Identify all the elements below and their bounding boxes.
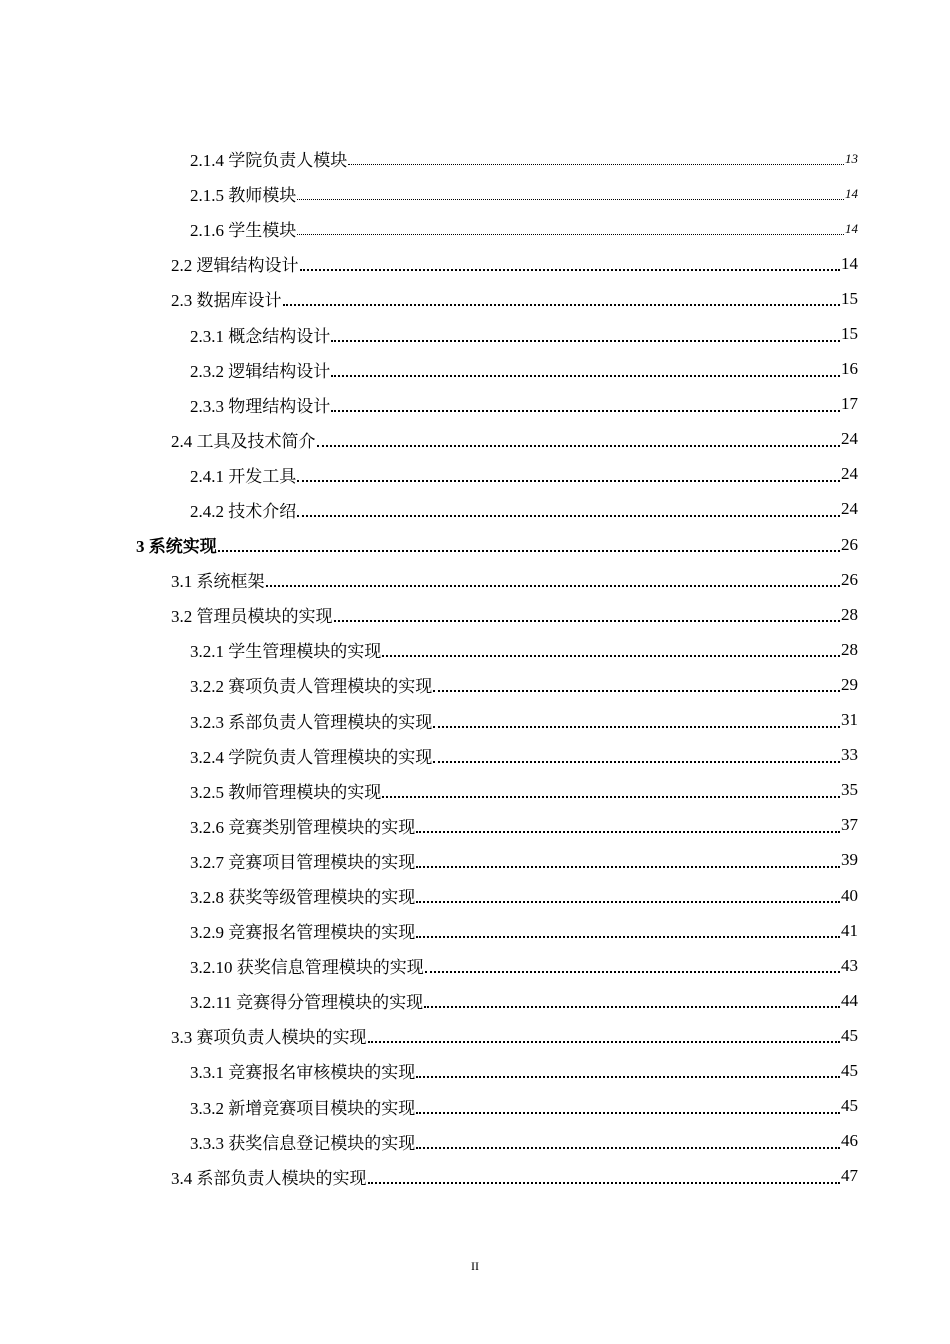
toc-entry-title: 3.2.4 学院负责人管理模块的实现 [190, 747, 433, 767]
toc-dot-leader [368, 1040, 841, 1043]
toc-entry-title: 2.4.2 技术介绍 [190, 501, 297, 521]
toc-dot-leader [433, 760, 840, 763]
toc-dot-leader [368, 1181, 841, 1184]
toc-entry-title: 2.4 工具及技术简介 [171, 431, 316, 451]
toc-entry-page-number: 45 [841, 1025, 858, 1045]
toc-entry[interactable] [0, 141, 950, 176]
toc-dot-leader [416, 1146, 840, 1149]
toc-dot-leader [416, 1111, 840, 1114]
toc-entry[interactable] [0, 878, 950, 913]
toc-entry-page-number: 44 [841, 990, 858, 1010]
toc-entry[interactable] [0, 1053, 950, 1088]
toc-entry-title: 3.3.2 新增竞赛项目模块的实现 [190, 1098, 416, 1118]
toc-dot-leader [416, 1075, 840, 1078]
toc-entry[interactable] [0, 316, 950, 351]
toc-entry[interactable] [0, 843, 950, 878]
toc-entry[interactable] [0, 457, 950, 492]
toc-entry[interactable] [0, 913, 950, 948]
toc-entry[interactable] [0, 387, 950, 422]
toc-entry-page-number: 45 [841, 1060, 858, 1080]
toc-entry-page-number: 14 [841, 253, 858, 273]
toc-dot-leader [425, 970, 840, 973]
table-of-contents [0, 141, 950, 1194]
toc-dot-leader [424, 1005, 840, 1008]
toc-entry-title: 3.2.10 获奖信息管理模块的实现 [190, 958, 424, 978]
toc-entry[interactable] [0, 492, 950, 527]
toc-entry-page-number: 35 [841, 780, 858, 800]
toc-entry-title: 2.4.1 开发工具 [190, 466, 297, 486]
toc-dot-leader [416, 935, 840, 938]
toc-entry-title: 2.1.4 学院负责人模块 [190, 151, 348, 171]
toc-entry-page-number: 47 [841, 1166, 858, 1186]
toc-entry[interactable] [0, 632, 950, 667]
toc-entry-title: 3.2.7 竞赛项目管理模块的实现 [190, 852, 416, 872]
toc-dot-leader [218, 549, 840, 552]
toc-entry-page-number: 15 [841, 324, 858, 344]
toc-entry-title: 3.2.2 赛项负责人管理模块的实现 [190, 677, 433, 697]
toc-entry-title: 2.3.1 概念结构设计 [190, 326, 331, 346]
toc-entry-title: 3.2.9 竞赛报名管理模块的实现 [190, 923, 416, 943]
toc-entry-page-number: 28 [841, 604, 858, 624]
toc-entry-page-number: 33 [841, 745, 858, 765]
page-number: II [471, 1259, 479, 1273]
toc-entry-page-number: 17 [841, 394, 858, 414]
toc-entry-title: 2.1.5 教师模块 [190, 186, 297, 206]
toc-entry-title: 3.2.11 竞赛得分管理模块的实现 [190, 993, 424, 1013]
toc-entry[interactable] [0, 808, 950, 843]
toc-entry-title: 3.3.1 竞赛报名审核模块的实现 [190, 1063, 416, 1083]
toc-entry-title: 2.1.6 学生模块 [190, 221, 297, 241]
toc-entry-page-number: 37 [841, 815, 858, 835]
toc-entry[interactable] [0, 667, 950, 702]
toc-entry-page-number: 28 [841, 639, 858, 659]
toc-entry[interactable] [0, 597, 950, 632]
toc-entry-page-number: 40 [841, 885, 858, 905]
toc-dot-leader [334, 619, 841, 622]
toc-entry-page-number: 14 [845, 220, 858, 236]
toc-entry[interactable] [0, 1018, 950, 1053]
toc-entry-page-number: 24 [841, 429, 858, 449]
toc-entry[interactable] [0, 738, 950, 773]
toc-entry-title: 3.2.1 学生管理模块的实现 [190, 642, 382, 662]
toc-dot-leader [382, 795, 840, 798]
toc-entry-page-number: 16 [841, 359, 858, 379]
toc-entry-title: 3.2.8 获奖等级管理模块的实现 [190, 888, 416, 908]
toc-dot-leader [433, 725, 840, 728]
toc-dot-leader [331, 409, 840, 412]
toc-entry-page-number: 39 [841, 850, 858, 870]
toc-entry-page-number: 13 [845, 150, 858, 166]
toc-entry[interactable] [0, 1159, 950, 1194]
toc-entry[interactable] [0, 281, 950, 316]
toc-entry-title: 2.2 逻辑结构设计 [171, 256, 299, 276]
toc-entry[interactable] [0, 527, 950, 562]
toc-entry-page-number: 41 [841, 920, 858, 940]
toc-dot-leader [283, 303, 841, 306]
toc-entry[interactable] [0, 703, 950, 738]
toc-dot-leader [416, 865, 840, 868]
toc-entry-title: 3.2.6 竞赛类别管理模块的实现 [190, 817, 416, 837]
toc-entry-page-number: 24 [841, 499, 858, 519]
toc-entry[interactable] [0, 983, 950, 1018]
toc-entry-page-number: 26 [841, 569, 858, 589]
toc-entry-page-number: 14 [845, 185, 858, 201]
toc-dot-leader [416, 830, 840, 833]
toc-entry-title: 3.2.5 教师管理模块的实现 [190, 782, 382, 802]
toc-dot-leader [433, 689, 840, 692]
toc-dot-leader [331, 339, 840, 342]
toc-entry[interactable] [0, 773, 950, 808]
toc-entry-page-number: 31 [841, 710, 858, 730]
toc-entry[interactable] [0, 211, 950, 246]
toc-entry-page-number: 43 [841, 955, 858, 975]
toc-entry-title: 3.2 管理员模块的实现 [171, 607, 333, 627]
toc-dot-leader [348, 163, 844, 165]
toc-entry-title: 2.3 数据库设计 [171, 291, 282, 311]
toc-dot-leader [266, 584, 841, 587]
toc-entry-page-number: 45 [841, 1096, 858, 1116]
toc-entry-page-number: 29 [841, 674, 858, 694]
toc-dot-leader [416, 900, 840, 903]
toc-dot-leader [300, 268, 841, 271]
toc-entry-page-number: 24 [841, 464, 858, 484]
toc-entry-title: 3 系统实现 [136, 537, 217, 557]
toc-dot-leader [297, 233, 844, 235]
toc-entry[interactable] [0, 948, 950, 983]
toc-dot-leader [297, 198, 844, 200]
toc-entry-page-number: 15 [841, 288, 858, 308]
toc-entry[interactable] [0, 1089, 950, 1124]
toc-dot-leader [317, 444, 841, 447]
toc-entry-title: 2.3.3 物理结构设计 [190, 396, 331, 416]
toc-entry-title: 2.3.2 逻辑结构设计 [190, 361, 331, 381]
toc-entry-title: 3.3 赛项负责人模块的实现 [171, 1028, 367, 1048]
toc-entry[interactable] [0, 176, 950, 211]
toc-entry[interactable] [0, 352, 950, 387]
toc-entry-title: 3.4 系部负责人模块的实现 [171, 1168, 367, 1188]
toc-entry[interactable] [0, 562, 950, 597]
toc-dot-leader [382, 654, 840, 657]
toc-dot-leader [297, 514, 840, 517]
toc-dot-leader [331, 374, 840, 377]
toc-dot-leader [297, 479, 840, 482]
toc-entry-title: 3.1 系统框架 [171, 572, 265, 592]
toc-entry-page-number: 46 [841, 1131, 858, 1151]
toc-entry-title: 3.2.3 系部负责人管理模块的实现 [190, 712, 433, 732]
toc-entry-title: 3.3.3 获奖信息登记模块的实现 [190, 1133, 416, 1153]
toc-entry[interactable] [0, 1124, 950, 1159]
toc-entry[interactable] [0, 246, 950, 281]
toc-entry-page-number: 26 [841, 534, 858, 554]
toc-entry[interactable] [0, 422, 950, 457]
